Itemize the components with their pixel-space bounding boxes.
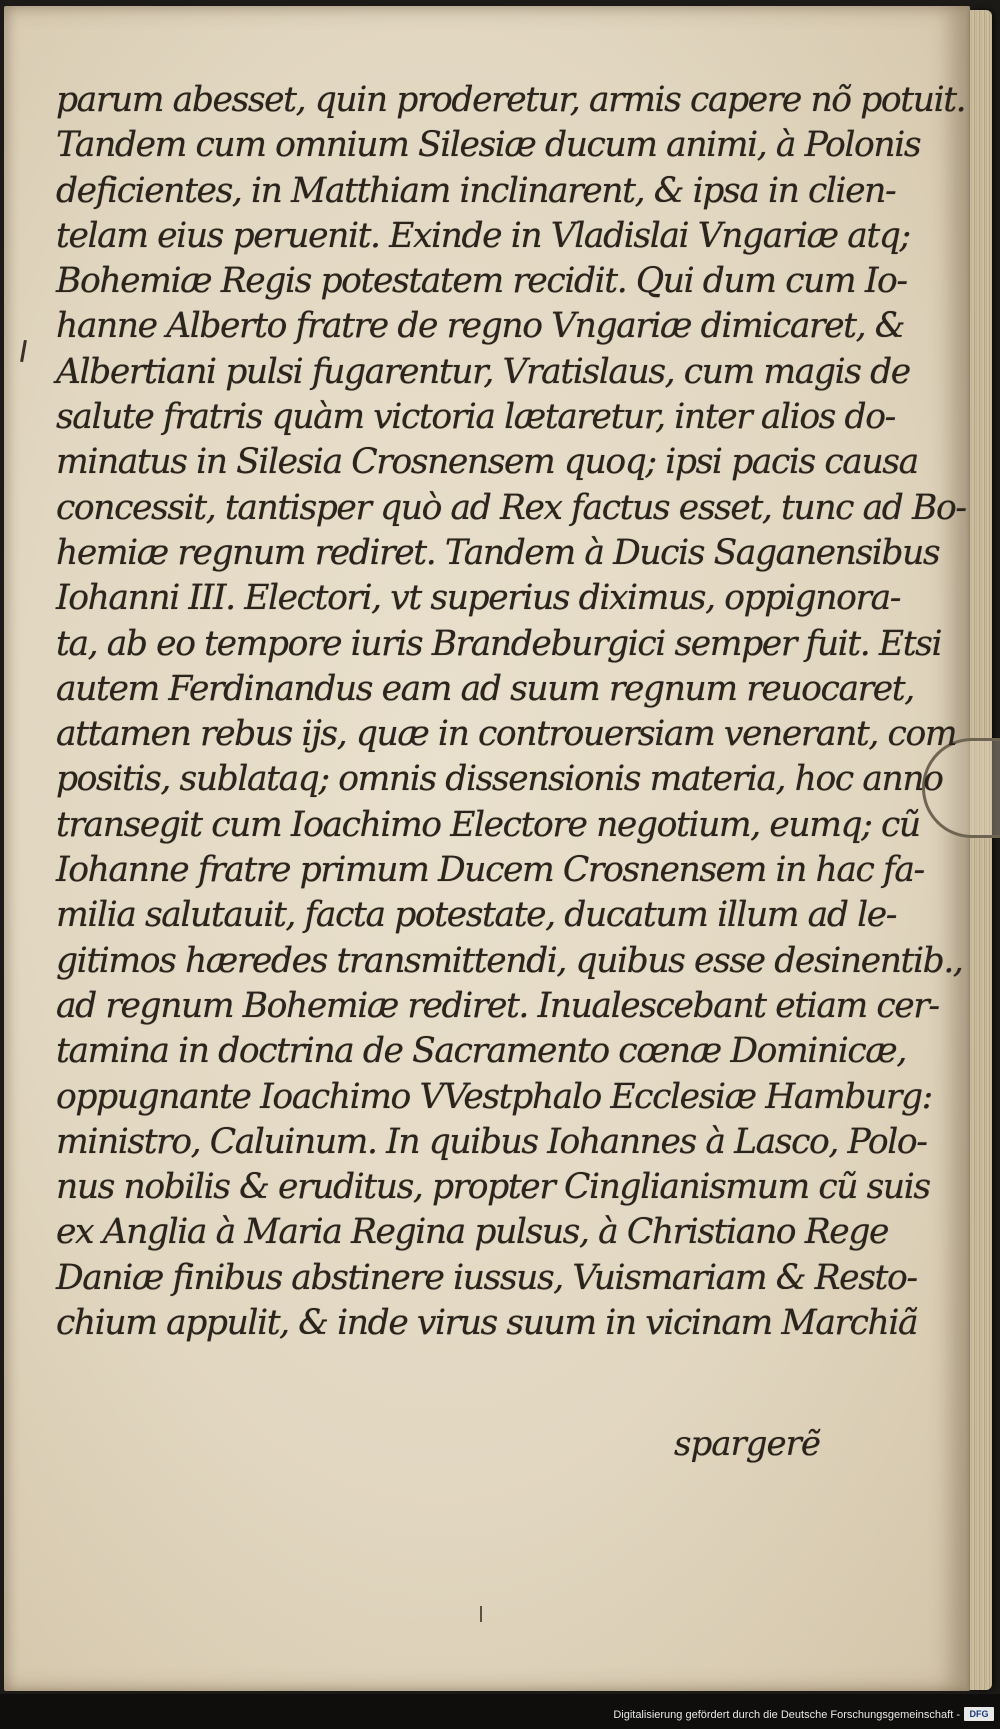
- text-line: parum abesset, quin proderetur, armis capere nõ potuit.: [56, 80, 966, 120]
- text-line: deficientes, in Matthiam inclinarent, & ipsa in clien-: [56, 170, 896, 211]
- text-line: chium appulit, & inde virus suum in vicinam Marchiã: [56, 1303, 918, 1344]
- text-line: Iohanni III. Electori, vt superius diximus, oppignora-: [56, 578, 901, 619]
- text-line: gitimos hæredes transmittendi, quibus esse desinentib.,: [56, 940, 963, 981]
- text-line: minatus in Silesia Crosnensem quoq; ipsi pacis causa: [56, 442, 918, 483]
- dfg-logo: DFG: [964, 1707, 994, 1721]
- text-line: ex Anglia à Maria Regina pulsus, à Christiano Rege: [56, 1212, 889, 1253]
- text-line: ministro, Caluinum. In quibus Iohannes à Lasco, Polo-: [56, 1121, 927, 1162]
- text-line: ta, ab eo tempore iuris Brandeburgici semper fuit. Etsi: [56, 623, 942, 664]
- body-text: [56, 78, 966, 1346]
- text-line: Albertiani pulsi fugarentur, Vratislaus, cum magis de: [56, 351, 910, 392]
- text-line: transegit cum Ioachimo Electore negotium, eumq; cũ: [56, 804, 920, 845]
- text-line: salute fratris quàm victoria lætaretur, inter alios do-: [56, 397, 895, 438]
- text-line: attamen rebus ijs, quæ in controuersiam venerant, com: [56, 714, 957, 755]
- text-line: tamina in doctrina de Sacramento cœnæ Dominicæ,: [56, 1031, 906, 1072]
- text-line: hanne Alberto fratre de regno Vngariæ dimicaret, &: [56, 306, 905, 347]
- text-line: milia salutauit, facta potestate, ducatum illum ad le-: [56, 895, 896, 936]
- text-line: Tandem cum omnium Silesiæ ducum animi, à Polonis: [56, 125, 921, 166]
- text-line: oppugnante Ioachimo VVestphalo Ecclesiæ Hamburg:: [56, 1076, 932, 1117]
- page-edges: [970, 10, 992, 1690]
- text-line: telam eius peruenit. Exinde in Vladislai Vngariæ atq;: [56, 215, 910, 256]
- text-line: concessit, tantisper quò ad Rex factus esset, tunc ad Bo-: [56, 487, 966, 528]
- text-line: Daniæ finibus abstinere iussus, Vuismariam & Resto-: [56, 1257, 917, 1298]
- text-line: Bohemiæ Regis potestatem recidit. Qui dum cum Io-: [56, 261, 907, 302]
- funding-credit: Digitalisierung gefördert durch die Deutsche Forschungsgemeinschaft -: [613, 1709, 960, 1721]
- text-line: Iohanne fratre primum Ducem Crosnensem in hac fa-: [56, 850, 924, 891]
- text-line: hemiæ regnum rediret. Tandem à Ducis Saganensibus: [56, 532, 940, 573]
- text-line: nus nobilis & eruditus, propter Cinglianismum cũ suis: [56, 1167, 930, 1208]
- page-bottom-mark: [480, 1606, 482, 1622]
- text-line: autem Ferdinandus eam ad suum regnum reuocaret,: [56, 668, 914, 709]
- text-line: ad regnum Bohemiæ rediret. Inualescebant etiam cer-: [56, 985, 939, 1026]
- catchword: spargerẽ: [674, 1424, 820, 1464]
- text-line: positis, sublataq; omnis dissensionis materia, hoc anno: [56, 759, 943, 800]
